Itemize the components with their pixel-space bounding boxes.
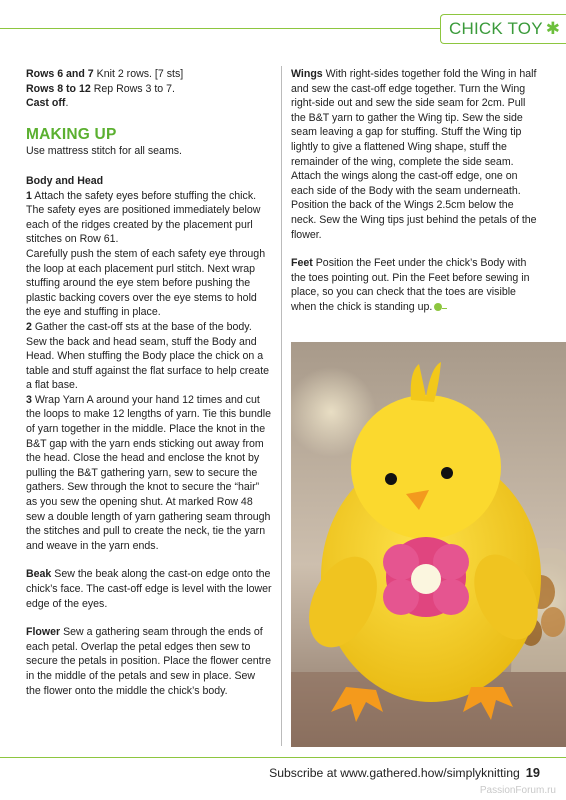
page-header: [0, 0, 566, 62]
end-marker-icon: [434, 303, 442, 311]
right-column: [291, 67, 541, 329]
step-1-continued: Carefully push the stem of each safety eye through the loop at each placement purl stitch. Next wrap stuffing around the eye stem before pushing the plastic backing covers over the eye stems to hold the eye and stuffing in place.: [26, 247, 266, 319]
step-2-text: Gather the cast-off sts at the base of the body. Sew the back and head seam, stuff the Body and Head. When stuffing the Body place the chick on a table and stuff against the flat surface to help create a flat base.: [26, 320, 270, 392]
beak-label: Beak: [26, 568, 52, 581]
rows-6-7-text: Knit 2 rows. [7 sts]: [93, 68, 184, 80]
right-eye: [441, 467, 453, 479]
rows-8-12-text: Rep Rows 3 to 7.: [90, 82, 175, 95]
beak-text: Sew the beak along the cast-on edge onto the chick’s face. The cast-off edge is level with the lower edge of the eyes.: [26, 568, 272, 610]
cast-off-end: .: [65, 97, 69, 110]
feet-text: Position the Feet under the chick’s Body with the toes pointing out. Pin the Feet before sewing in place, so you can check that the toes are visible when the chick is standing up.: [291, 257, 530, 313]
page-number: 19: [525, 765, 540, 780]
knitted-yellow-chick-photo: [291, 342, 566, 747]
wings-label: Wings: [291, 68, 323, 80]
feet-instructions: [291, 256, 541, 314]
footer-rule: [0, 757, 566, 758]
step-3-text: Wrap Yarn A around your hand 12 times and cut the loops to make 12 lengths of yarn. Tie this bundle of yarn together in the middle. Place the knot in the B&T gap with the yarn ends sticking out away from the head. Close the head and enclose the knot by pulling the B&T gathering yarn, sew to secure the gathers. Sew through the knot to secure the “hair” as you sew the opening shut. At marked Row 48 sew a double length of yarn gathering seam through the stitches and pull to create the neck, tie the yarn and weave in the yarn ends.: [26, 393, 271, 552]
flower-label: Flower: [26, 626, 61, 639]
knitted-flower: [383, 537, 469, 617]
end-marker-tick: [442, 308, 447, 309]
chick-illustration: [291, 342, 566, 747]
rows-6-7-label: Rows 6 and 7: [26, 68, 94, 80]
making-up-intro: Use mattress stitch for all seams.: [26, 145, 183, 158]
flower-star-icon: ✱: [545, 19, 560, 38]
wings-text: With right-sides together fold the Wing in half and sew the cast-off edge together. Turn the Wing right-side out and sew the side seam for 2cm. Pull the B&T yarn to gather the Wing tip. Sew the side seam leaving a gap for stuffing. Stuff the Wing tip lightly to give a flattened Wing shape, stuff the remainder of the wing, complete the side seam. Attach the wings along the cast-off edge, one on each side of the Body with the seam underneath. Position the back of the Wings 2.5cm below the neck. Sew the Wing tips just behind the petals of the flower.: [291, 68, 537, 241]
flower-text: Sew a gathering seam through the ends of each petal. Overlap the petal edges then sew to secure the petals in position. Place the flower centre in the middle of the petals and sew in place. Sew the flower onto the middle the chick’s body.: [26, 626, 271, 697]
wings-instructions: [291, 67, 541, 242]
step-1-text: Attach the safety eyes before stuffing the chick. The safety eyes are positioned immediately below each of the ridges created by the placement purl stitches on Row 61.: [26, 189, 261, 246]
header-rule: [0, 28, 440, 29]
step-1: [26, 189, 272, 247]
beak-instructions: [26, 567, 272, 611]
chick-head: [351, 395, 501, 539]
feet-label: Feet: [291, 257, 313, 270]
page-footer: [269, 765, 540, 780]
step-3-number: 3: [26, 393, 32, 406]
step-3: [26, 393, 272, 554]
flower-instructions: [26, 625, 272, 698]
making-up-heading: MAKING UP: [26, 125, 117, 143]
watermark: PassionForum.ru: [479, 785, 556, 796]
section-tab: [440, 14, 566, 44]
flower-centre: [411, 564, 441, 594]
section-label: CHICK TOY: [449, 19, 543, 38]
body-head-heading: Body and Head: [26, 174, 104, 187]
subscribe-text: Subscribe at www.gathered.how/simplyknitting: [269, 766, 520, 780]
step-2: [26, 320, 272, 393]
left-eye: [385, 473, 397, 485]
left-column: [26, 67, 272, 712]
column-divider: [281, 66, 282, 746]
step-2-number: 2: [26, 320, 32, 333]
rows-8-12-label: Rows 8 to 12: [26, 82, 91, 95]
pattern-rows: [26, 67, 272, 111]
step-1-number: 1: [26, 189, 32, 202]
cast-off-label: Cast off: [26, 97, 66, 110]
